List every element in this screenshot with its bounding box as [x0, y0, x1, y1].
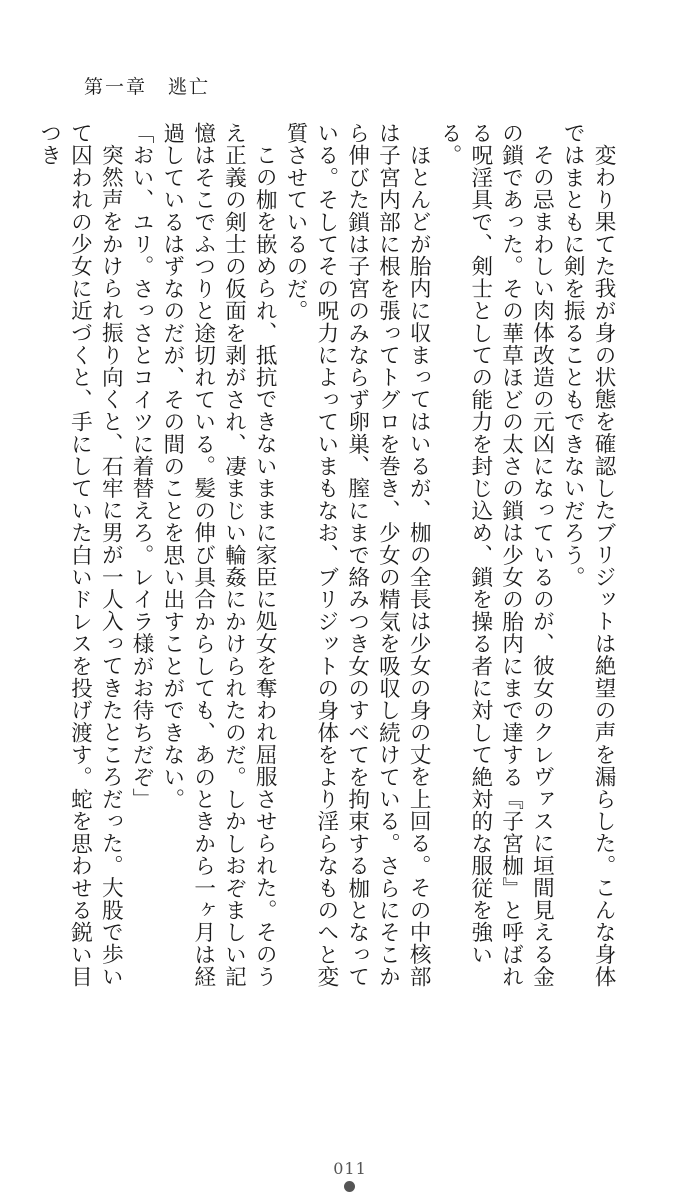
- paragraph: 突然声をかけられ振り向くと、石牢に男が一人入ってきたところだった。大股で歩いて囚われの少女に近づくと、手にしていた白いドレスを投げ渡す。蛇を思わせる鋭い目つき: [36, 122, 124, 988]
- folio-dot-icon: [344, 1181, 355, 1192]
- paragraph: ほとんどが胎内に収まってはいるが、枷の全長は少女の身の丈を上回る。その中核部は子宮内部に根を張ってトグロを巻き、少女の精気を吸収し続けている。さらにそこから伸びた鎖は子宮のみならず卵巣、膣にまで絡みつき女のすべてを拘束する枷となっている。そしてその呪力によっていまもなお、ブリジットの身体をより淫らなものへと変質させているのだ。: [283, 122, 432, 988]
- paragraph: この枷を嵌められ、抵抗できないままに家臣に処女を奪われ屈服させられた。そのうえ正義の剣士の仮面を剥がされ、凄まじい輪姦にかけられたのだ。しかしおぞましい記憶はそこでふつりと途切れている。髪の伸び具合からしても、あのときから一ヶ月は経過しているはずなのだが、その間のことを思い出すことができない。: [159, 122, 278, 988]
- body-text: [36, 122, 618, 1002]
- running-head: 第一章 逃亡: [84, 76, 211, 98]
- dialogue-paragraph: 「おい、ユリ。さっさとコイツに着替えろ。レイラ様がお待ちだぞ」: [129, 122, 155, 811]
- paragraph: その忌まわしい肉体改造の元凶になっているのが、彼女のクレヴァスに垣間見える金の鎖であった。その華草ほどの太さの鎖は少女の胎内にまで達する『子宮枷』と呼ばれる呪淫具で、剣士としての能力を封じ込め、鎖を操る者に対して絶対的な服従を強いる。: [437, 122, 555, 988]
- paragraph: 変わり果てた我が身の状態を確認したブリジットは絶望の声を漏らした。こんな身体ではまともに剣を振ることもできないだろう。: [560, 122, 616, 988]
- page-number: 011: [333, 1159, 367, 1178]
